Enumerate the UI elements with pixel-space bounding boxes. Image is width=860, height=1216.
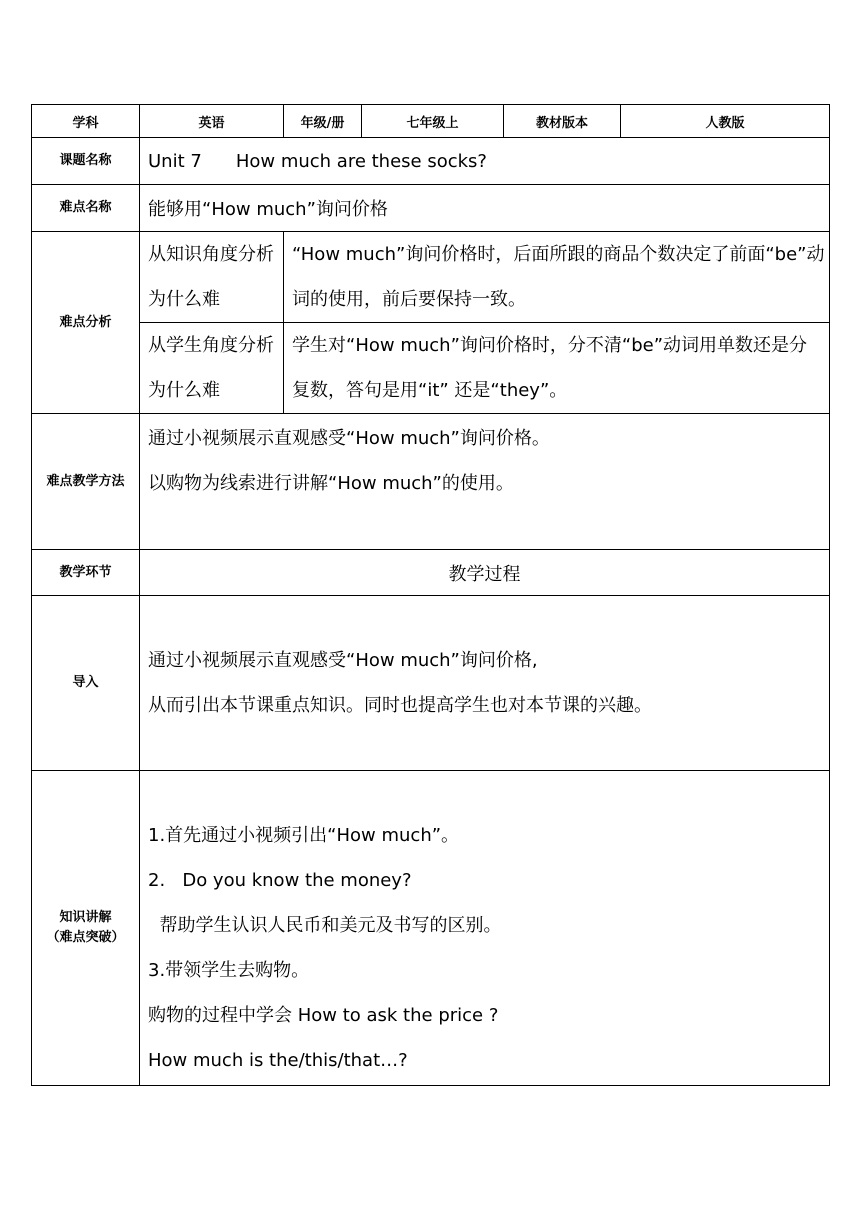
analysis-row-student: [32, 323, 830, 414]
knowledge-row: [32, 771, 830, 1086]
knowledge-line: How much is the/this/that…?: [148, 1050, 408, 1071]
student-angle-text: 学生对“How much”询问价格时，分不清“be”动词用单数还是分复数，答句是用“it” 还是“they”。: [284, 323, 830, 414]
knowledge-label: [32, 771, 140, 1086]
topic-row: [32, 138, 830, 185]
unit-title: How much are these socks?: [235, 150, 487, 172]
knowledge-angle-text: “How much”询问价格时，后面所跟的商品个数决定了前面“be”动词的使用，前后要保持一致。: [284, 232, 830, 323]
knowledge-content: [140, 771, 830, 1086]
intro-line: 通过小视频展示直观感受“How much”询问价格,: [148, 650, 538, 671]
knowledge-label-line2: （难点突破）: [46, 930, 125, 945]
topic-value: [140, 138, 830, 185]
subject-label: 学科: [32, 105, 140, 138]
intro-label: 导入: [32, 596, 140, 771]
lesson-plan-table: [31, 104, 830, 1086]
method-row: [32, 414, 830, 550]
process-header-value: 教学过程: [140, 550, 830, 596]
grade-value: 七年级上: [362, 105, 504, 138]
knowledge-line: 购物的过程中学会 How to ask the price ?: [148, 1005, 499, 1026]
method-content: [140, 414, 830, 550]
method-line: 通过小视频展示直观感受“How much”询问价格。: [148, 428, 550, 449]
difficulty-name-label: 难点名称: [32, 185, 140, 232]
intro-content: [140, 596, 830, 771]
unit-number: Unit 7: [148, 150, 202, 172]
lesson-plan-page: [31, 104, 829, 1086]
intro-line: 从而引出本节课重点知识。同时也提高学生也对本节课的兴趣。: [148, 695, 652, 716]
edition-label: 教材版本: [504, 105, 621, 138]
process-header-row: [32, 550, 830, 596]
method-line: 以购物为线索进行讲解“How much”的使用。: [148, 473, 514, 494]
knowledge-label-line1: 知识讲解: [59, 910, 112, 925]
student-angle-label: 从学生角度分析为什么难: [140, 323, 284, 414]
difficulty-name-value: 能够用“How much”询问价格: [140, 185, 830, 232]
knowledge-line: 帮助学生认识人民币和美元及书写的区别。: [148, 915, 502, 936]
analysis-row-knowledge: [32, 232, 830, 323]
intro-row: [32, 596, 830, 771]
difficulty-name-row: [32, 185, 830, 232]
process-step-label: 教学环节: [32, 550, 140, 596]
header-row: [32, 105, 830, 138]
knowledge-line: 1.首先通过小视频引出“How much”。: [148, 825, 460, 846]
topic-label: 课题名称: [32, 138, 140, 185]
subject-value: 英语: [140, 105, 284, 138]
knowledge-line: 3.带领学生去购物。: [148, 960, 310, 981]
edition-value: 人教版: [621, 105, 830, 138]
knowledge-angle-label: 从知识角度分析为什么难: [140, 232, 284, 323]
knowledge-line: 2. Do you know the money?: [148, 870, 412, 891]
method-label: 难点教学方法: [32, 414, 140, 550]
analysis-label: 难点分析: [32, 232, 140, 414]
grade-label: 年级/册: [284, 105, 362, 138]
